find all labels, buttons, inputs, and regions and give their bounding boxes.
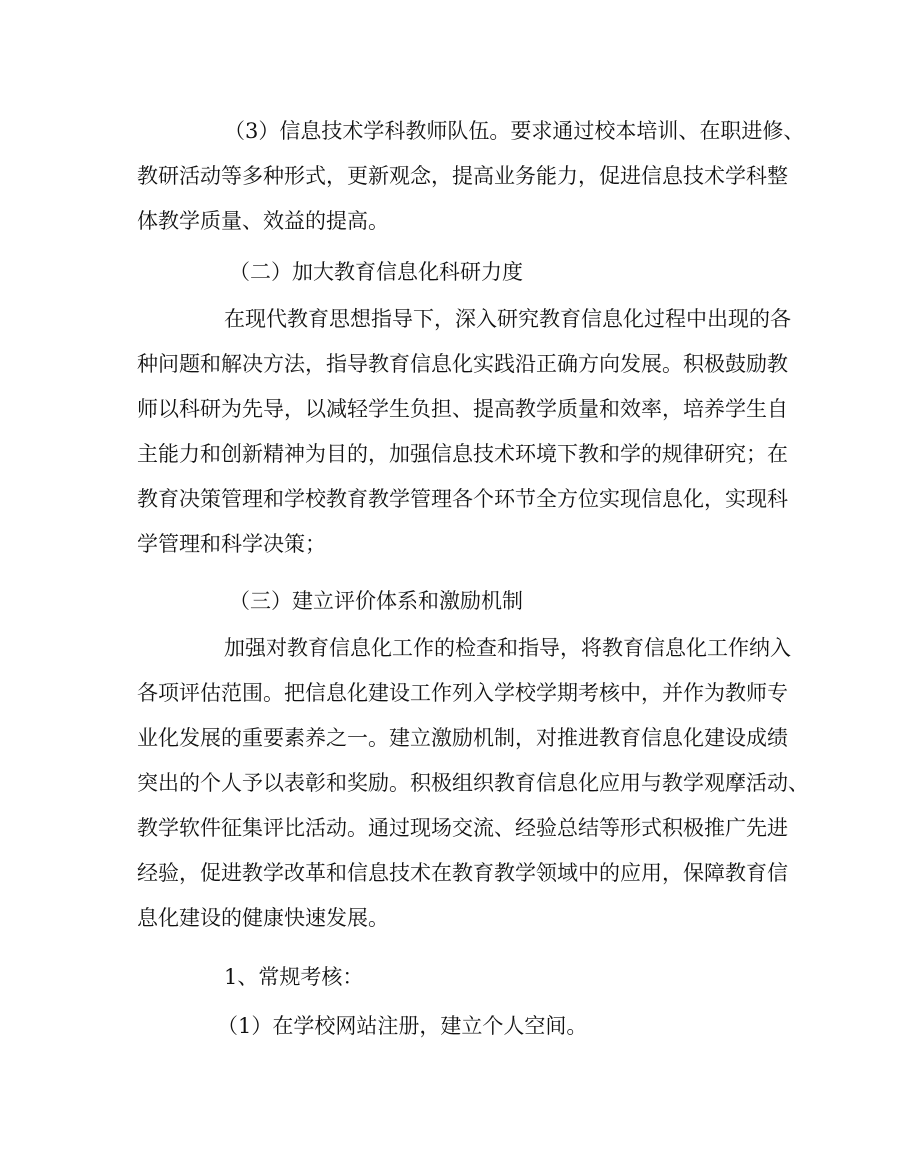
text-line: 各项评估范围。把信息化建设工作列入学校学期考核中，并作为教师专 [137,681,788,705]
text-line: 加强对教育信息化工作的检查和指导，将教育信息化工作纳入 [224,636,791,660]
item-routine-assessment: 1、常规考核： [224,965,364,989]
text-line: 教研活动等多种形式，更新观念，提高业务能力，促进信息技术学科整 [137,164,788,188]
paragraph-evaluation [137,626,809,941]
text-line: 教学软件征集评比活动。通过现场交流、经验总结等形式积极推广先进 [137,816,788,840]
item-register-website: （1）在学校网站注册，建立个人空间。 [217,1014,588,1038]
paragraph-research [137,297,791,567]
list-item [137,955,787,1000]
list-item [137,1004,787,1049]
text-line: 经验，促进教学改革和信息技术在教育教学领域中的应用，保障教育信 [137,861,788,885]
text-line: 主能力和创新精神为目的，加强信息技术环境下教和学的规律研究；在 [137,442,788,466]
section-heading [137,579,787,624]
text-line: （3）信息技术学科教师队伍。要求通过校本培训、在职进修、 [224,119,805,143]
text-line: 师以科研为先导，以减轻学生负担、提高教学质量和效率，培养学生自 [137,397,788,421]
section-heading [137,250,787,295]
heading-evaluation: （三）建立评价体系和激励机制 [229,589,523,613]
text-line: 息化建设的健康快速发展。 [137,906,389,930]
text-line: 业化发展的重要素养之一。建立激励机制，对推进教育信息化建设成绩 [137,726,788,750]
text-line: 突出的个人予以表彰和奖励。积极组织教育信息化应用与教学观摩活动、 [137,771,809,795]
heading-research: （二）加大教育信息化科研力度 [229,260,523,284]
text-line: 学管理和科学决策； [137,532,326,556]
text-line: 种问题和解决方法，指导教育信息化实践沿正确方向发展。积极鼓励教 [137,352,788,376]
text-line: 体教学质量、效益的提高。 [137,209,389,233]
text-line: 教育决策管理和学校教育教学管理各个环节全方位实现信息化，实现科 [137,487,788,511]
paragraph-teacher-team [137,109,805,244]
text-line: 在现代教育思想指导下，深入研究教育信息化过程中出现的各 [224,307,791,331]
